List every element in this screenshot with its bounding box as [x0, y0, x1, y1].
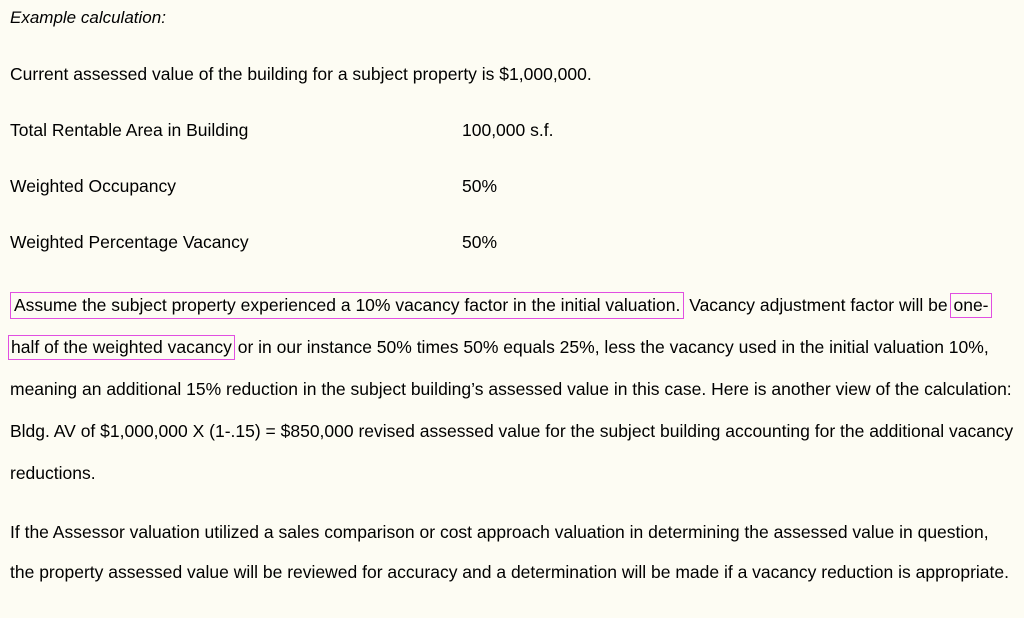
fact-value: 50% — [462, 232, 498, 252]
fact-row — [10, 172, 1014, 200]
fact-row — [10, 228, 1014, 256]
highlight-one-half-weighted-vacancy: one-half of the weighted vacancy — [8, 293, 992, 360]
fact-label: Weighted Percentage Vacancy — [10, 232, 249, 252]
spacer — [10, 144, 1014, 172]
example-calculation-heading: Example calculation: — [10, 8, 166, 27]
spacer — [10, 200, 1014, 228]
paragraph-segment-2: or in our instance 50% times 50% equals 25%, less the vacancy used in the initial valuation 10%, meaning an additional 15% reduction in the subject building’s assessed value in this case. Here is another view of the calculation: Bldg. AV of $1,000,000 X (1-.15) = $850,000 revised assessed value for the subject building accounting for the additional vacancy reductions. — [10, 337, 1014, 483]
assessor-valuation-paragraph — [10, 512, 1014, 592]
fact-label: Weighted Occupancy — [10, 176, 177, 196]
fact-value: 50% — [462, 176, 498, 196]
assessor-valuation-text: If the Assessor valuation utilized a sales comparison or cost approach valuation in determining the assessed value in question, the property assessed value will be reviewed for accuracy and a determination will be made if a vacancy reduction is appropriate. — [10, 521, 1009, 582]
intro-paragraph: Current assessed value of the building for a subject property is $1,000,000. — [10, 64, 592, 84]
spacer — [10, 88, 1014, 116]
spacer — [10, 256, 1014, 284]
fact-row — [10, 116, 1014, 144]
spacer — [10, 32, 1014, 60]
vacancy-adjustment-paragraph — [10, 284, 1014, 494]
highlight-assumption: Assume the subject property experienced a 10% vacancy factor in the initial valuation. — [10, 292, 684, 319]
paragraph-segment-1: Vacancy adjustment factor will be — [684, 295, 953, 315]
fact-label: Total Rentable Area in Building — [10, 120, 249, 140]
fact-value: 100,000 s.f. — [462, 120, 554, 140]
